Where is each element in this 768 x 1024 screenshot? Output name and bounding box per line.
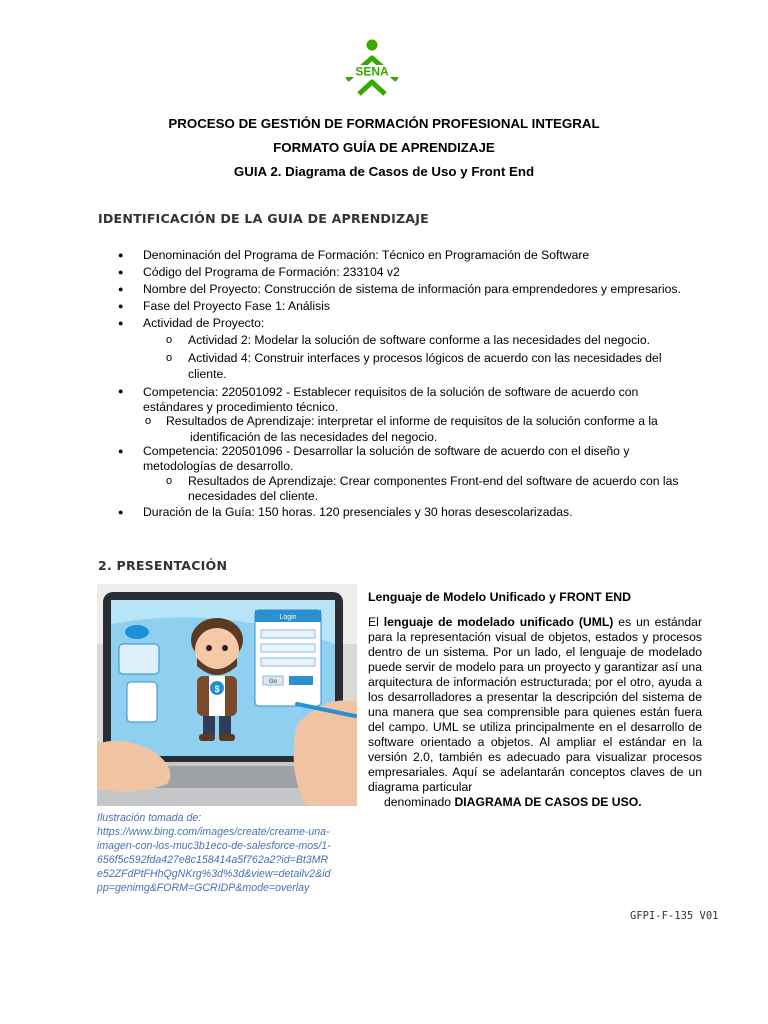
sub-item-actividad-4-cont: cliente. <box>188 367 227 381</box>
paragraph-text: El <box>368 615 384 629</box>
bullet-icon: ● <box>118 446 124 456</box>
paragraph-last-line <box>368 795 702 810</box>
uml-paragraph <box>368 615 702 810</box>
list-item-fase: Fase del Proyecto Fase 1: Análisis <box>143 299 330 313</box>
section-presentation-title: 2. PRESENTACIÓN <box>98 558 228 573</box>
list-item-denominacion: Denominación del Programa de Formación: Técnico en Programación de Software <box>143 248 590 262</box>
section-identification-title: IDENTIFICACIÓN DE LA GUIA DE APRENDIZAJE <box>98 211 429 226</box>
illustration-caption <box>97 811 357 895</box>
list-item-competencia-1: Competencia: 220501092 - Establecer requisitos de la solución de software de acuerdo con <box>143 385 639 399</box>
paragraph-bold-term: DIAGRAMA DE CASOS DE USO. <box>454 795 642 809</box>
sub-item-resultados-2: Resultados de Aprendizaje: Crear componentes Front-end del software de acuerdo con las <box>188 474 679 488</box>
caption-url-line[interactable]: 656f5c592fda427e8c158414a5f762a2?id=Bt3MR <box>97 854 329 866</box>
sub-item-actividad-4: Actividad 4: Construir interfaces y procesos lógicos de acuerdo con las necesidades del <box>188 351 662 365</box>
list-item-competencia-2: Competencia: 220501096 - Desarrollar la solución de software de acuerdo con el diseño y <box>143 444 630 458</box>
bullet-icon: ● <box>118 267 124 277</box>
sub-bullet-icon: o <box>166 334 173 346</box>
svg-text:$: $ <box>214 684 220 694</box>
paragraph-bold-term: lenguaje de modelado unificado (UML) <box>383 615 614 629</box>
list-item-competencia-1-cont: estándares y procedimiento técnico. <box>143 400 339 414</box>
caption-url-line[interactable]: pp=genimg&FORM=GCRIDP&mode=overlay <box>97 882 310 894</box>
list-item-nombre: Nombre del Proyecto: Construcción de sistema de información para emprendedores y empresarios. <box>143 282 681 296</box>
caption-url-line[interactable]: imagen-con-los-muc3b1eco-de-salesforce-mos/1- <box>97 840 331 852</box>
svg-text:Go: Go <box>268 679 278 685</box>
bullet-icon: ● <box>118 284 124 294</box>
sena-logo <box>343 38 401 96</box>
guide-title: GUIA 2. Diagrama de Casos de Uso y Front End <box>233 164 535 179</box>
caption-url-line[interactable]: e52ZFdPtFHhQgNKrg%3d%3d&view=detailv2&id <box>97 868 331 880</box>
illustration-image <box>97 584 357 806</box>
sub-item-actividad-2: Actividad 2: Modelar la solución de software conforme a las necesidades del negocio. <box>188 333 651 347</box>
sub-bullet-icon: o <box>145 415 152 427</box>
caption-url-line[interactable]: https://www.bing.com/images/create/creame-una- <box>97 826 330 838</box>
sub-item-resultados-1: Resultados de Aprendizaje: interpretar el informe de requisitos de la solución conforme a la <box>166 414 658 428</box>
bullet-icon: ● <box>118 318 124 328</box>
list-item-competencia-2-cont: metodologías de desarrollo. <box>143 459 294 473</box>
process-title: PROCESO DE GESTIÓN DE FORMACIÓN PROFESIONAL INTEGRAL <box>168 116 600 131</box>
bullet-icon: ● <box>118 386 124 396</box>
uml-section-title: Lenguaje de Modelo Unificado y FRONT END <box>368 590 632 604</box>
bullet-icon: ● <box>118 250 124 260</box>
sub-item-resultados-2-cont: necesidades del cliente. <box>188 489 319 503</box>
login-label: Login <box>279 614 297 621</box>
sub-bullet-icon: o <box>166 475 173 487</box>
caption-line: Ilustración tomada de: <box>97 812 202 824</box>
bullet-icon: ● <box>118 301 124 311</box>
list-item-codigo: Código del Programa de Formación: 233104 v2 <box>143 265 400 279</box>
list-item-duracion: Duración de la Guía: 150 horas. 120 presenciales y 30 horas desescolarizadas. <box>143 505 573 519</box>
format-title: FORMATO GUÍA DE APRENDIZAJE <box>273 140 495 155</box>
paragraph-text: denominado <box>384 795 455 809</box>
list-item-actividad: Actividad de Proyecto: <box>143 316 265 330</box>
sub-bullet-icon: o <box>166 352 173 364</box>
svg-text:SENA: SENA <box>355 64 389 79</box>
sub-item-resultados-1-cont: identificación de las necesidades del negocio. <box>190 430 438 444</box>
paragraph-text: es un estándar para la representación visual de objetos, estados y procesos dentro de un sistema. Por un lado, el lenguaje de modelado puede servir de modelo para un proyecto y garantizar así una arquitectura de información estructurada; por el otro, ayuda a los desarrolladores a presentar la descripción del sistema de una manera que sea comprensible para quienes están fuera del campo. UML se utiliza principalmente en el desarrollo de software orientado a objetos. Al ampliar el estándar en la versión 2.0, también es adecuado para visualizar procesos empresariales. Aquí se adelantarán conceptos claves de un diagrama particular <box>368 615 703 794</box>
bullet-icon: ● <box>118 507 124 517</box>
footer-code: GFPI-F-135 V01 <box>630 910 719 922</box>
